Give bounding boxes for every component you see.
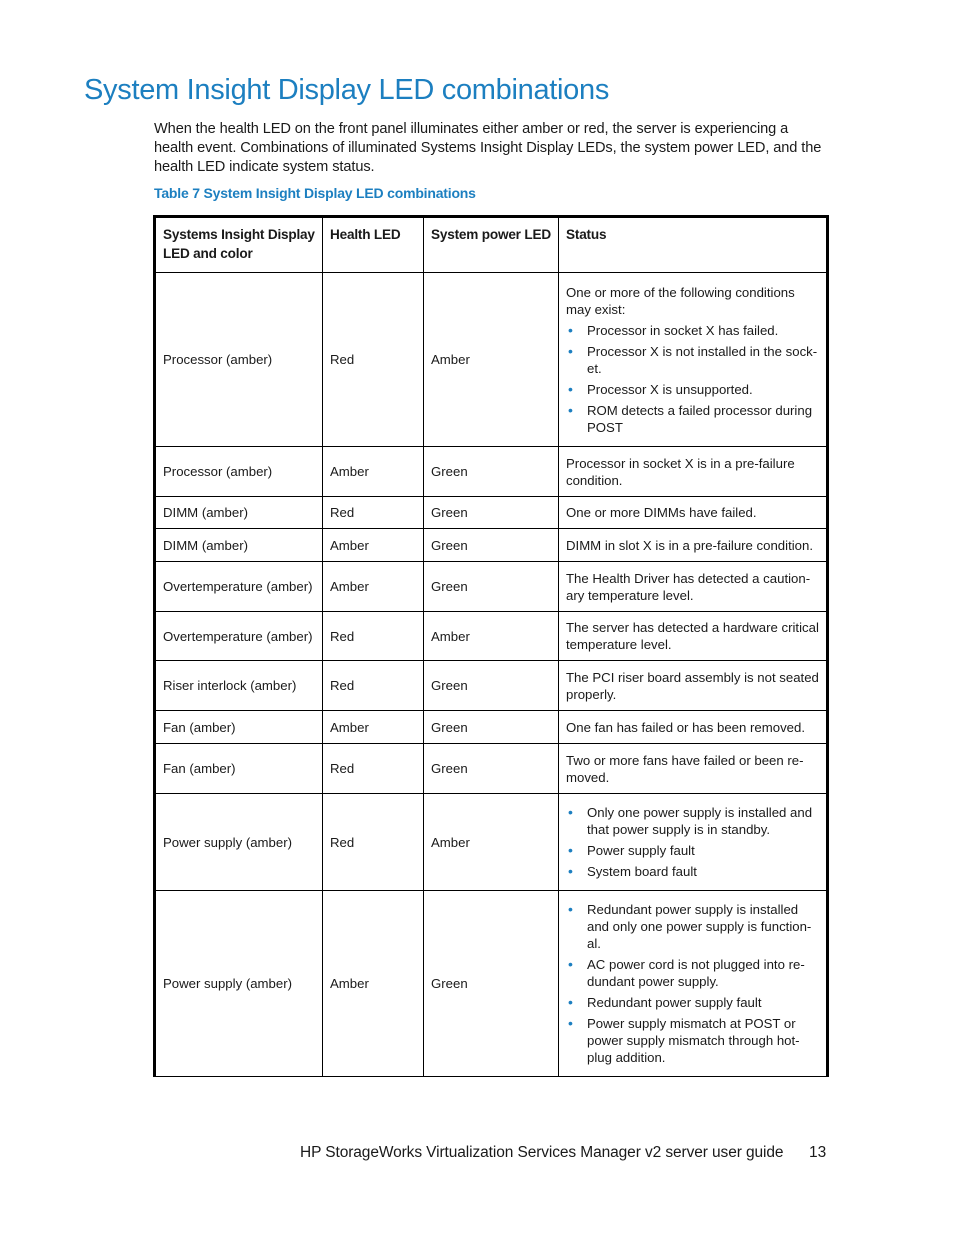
cell-sid-led: Processor (amber) <box>155 273 323 447</box>
bullet-icon: • <box>568 321 573 338</box>
cell-health-led: Red <box>323 612 424 661</box>
cell-power-led: Green <box>424 497 559 529</box>
table-row <box>155 794 828 891</box>
bullet-icon: • <box>568 342 573 359</box>
cell-sid-led: DIMM (amber) <box>155 529 323 562</box>
cell-health-led: Red <box>323 273 424 447</box>
list-item: • Processor in socket X has failed. <box>568 321 779 338</box>
table-row <box>155 612 828 661</box>
list-item: • System board fault <box>568 863 697 879</box>
cell-sid-led: Processor (amber) <box>155 447 323 497</box>
list-item: • Power supply mismatch at POST or power supply mismatch through hot-plug addition. <box>568 1015 800 1065</box>
bullet-icon: • <box>568 994 573 1010</box>
bullet-icon: • <box>568 380 573 397</box>
cell-status <box>559 273 828 447</box>
table-row <box>155 273 828 447</box>
table-row <box>155 497 828 529</box>
cell-health-led: Amber <box>323 447 424 497</box>
cell-health-led: Red <box>323 661 424 711</box>
list-item: • Only one power supply is installed and that power supply is in standby. <box>568 804 813 837</box>
list-item: • AC power cord is not plugged into re-dundant power supply. <box>568 956 805 989</box>
cell-status: The Health Driver has detected a caution-ary temperature level. <box>559 562 828 612</box>
page-number: 13 <box>809 1144 827 1161</box>
cell-status: The PCI riser board assembly is not seated properly. <box>559 661 828 711</box>
cell-health-led: Red <box>323 744 424 794</box>
cell-power-led: Green <box>424 661 559 711</box>
cell-power-led: Green <box>424 529 559 562</box>
cell-sid-led: Fan (amber) <box>155 711 323 744</box>
footer-guide-title: HP StorageWorks Virtualization Services Manager v2 server user guide <box>300 1144 784 1161</box>
cell-power-led: Green <box>424 744 559 794</box>
cell-sid-led: Overtemperature (amber) <box>155 562 323 612</box>
list-item: • Processor X is unsupported. <box>568 380 753 397</box>
cell-status <box>559 891 828 1077</box>
cell-status: Two or more fans have failed or been re-moved. <box>559 744 828 794</box>
column-header-status: Status <box>559 217 828 273</box>
bullet-icon: • <box>568 901 573 917</box>
bullet-icon: • <box>568 1015 573 1031</box>
cell-power-led: Green <box>424 447 559 497</box>
column-header-health-led: Health LED <box>323 217 424 273</box>
cell-power-led: Green <box>424 891 559 1077</box>
list-item: • Redundant power supply fault <box>568 994 762 1010</box>
status-list <box>566 322 820 436</box>
list-item: • Power supply fault <box>568 842 695 858</box>
cell-power-led: Amber <box>424 612 559 661</box>
cell-status: One fan has failed or has been removed. <box>559 711 828 744</box>
page-title: System Insight Display LED combinations <box>84 74 610 106</box>
cell-sid-led: Overtemperature (amber) <box>155 612 323 661</box>
table-row <box>155 529 828 562</box>
cell-sid-led: Power supply (amber) <box>155 891 323 1077</box>
column-header-sid-led: Systems Insight Display LED and color <box>155 217 323 273</box>
intro-paragraph: When the health LED on the front panel illuminates either amber or red, the server is experiencing a health event. Combinations of illuminated Systems Insight Display LEDs, the system power LED, and the health LED indicate system status. <box>154 121 822 175</box>
table-header-row <box>155 217 828 273</box>
cell-power-led: Green <box>424 711 559 744</box>
cell-sid-led: DIMM (amber) <box>155 497 323 529</box>
bullet-icon: • <box>568 956 573 972</box>
cell-health-led: Amber <box>323 891 424 1077</box>
cell-sid-led: Power supply (amber) <box>155 794 323 891</box>
cell-status: The server has detected a hardware critical temperature level. <box>559 612 828 661</box>
cell-health-led: Red <box>323 497 424 529</box>
cell-sid-led: Fan (amber) <box>155 744 323 794</box>
cell-status <box>559 794 828 891</box>
table-row <box>155 661 828 711</box>
cell-status: One or more DIMMs have failed. <box>559 497 828 529</box>
table-row <box>155 891 828 1077</box>
bullet-icon: • <box>568 863 573 879</box>
table-row <box>155 744 828 794</box>
bullet-icon: • <box>568 842 573 858</box>
cell-status: Processor in socket X is in a pre-failure condition. <box>559 447 828 497</box>
cell-status: DIMM in slot X is in a pre-failure condition. <box>559 529 828 562</box>
status-list <box>566 804 820 880</box>
cell-health-led: Amber <box>323 529 424 562</box>
cell-health-led: Red <box>323 794 424 891</box>
cell-power-led: Amber <box>424 273 559 447</box>
status-list <box>566 901 820 1066</box>
list-item: • Processor X is not installed in the sock-et. <box>568 342 818 376</box>
cell-health-led: Amber <box>323 562 424 612</box>
cell-sid-led: Riser interlock (amber) <box>155 661 323 711</box>
status-intro: One or more of the following conditions may exist: <box>566 284 795 317</box>
cell-power-led: Green <box>424 562 559 612</box>
table-row <box>155 447 828 497</box>
led-combinations-table <box>153 215 829 1077</box>
table-row <box>155 562 828 612</box>
table-caption: Table 7 System Insight Display LED combinations <box>154 185 476 201</box>
bullet-icon: • <box>568 401 573 418</box>
list-item: • Redundant power supply is installed and only one power supply is function-al. <box>568 901 812 951</box>
column-header-system-power-led: System power LED <box>424 217 559 273</box>
cell-power-led: Amber <box>424 794 559 891</box>
bullet-icon: • <box>568 804 573 820</box>
list-item: • ROM detects a failed processor during POST <box>568 401 813 435</box>
table-row <box>155 711 828 744</box>
cell-health-led: Amber <box>323 711 424 744</box>
